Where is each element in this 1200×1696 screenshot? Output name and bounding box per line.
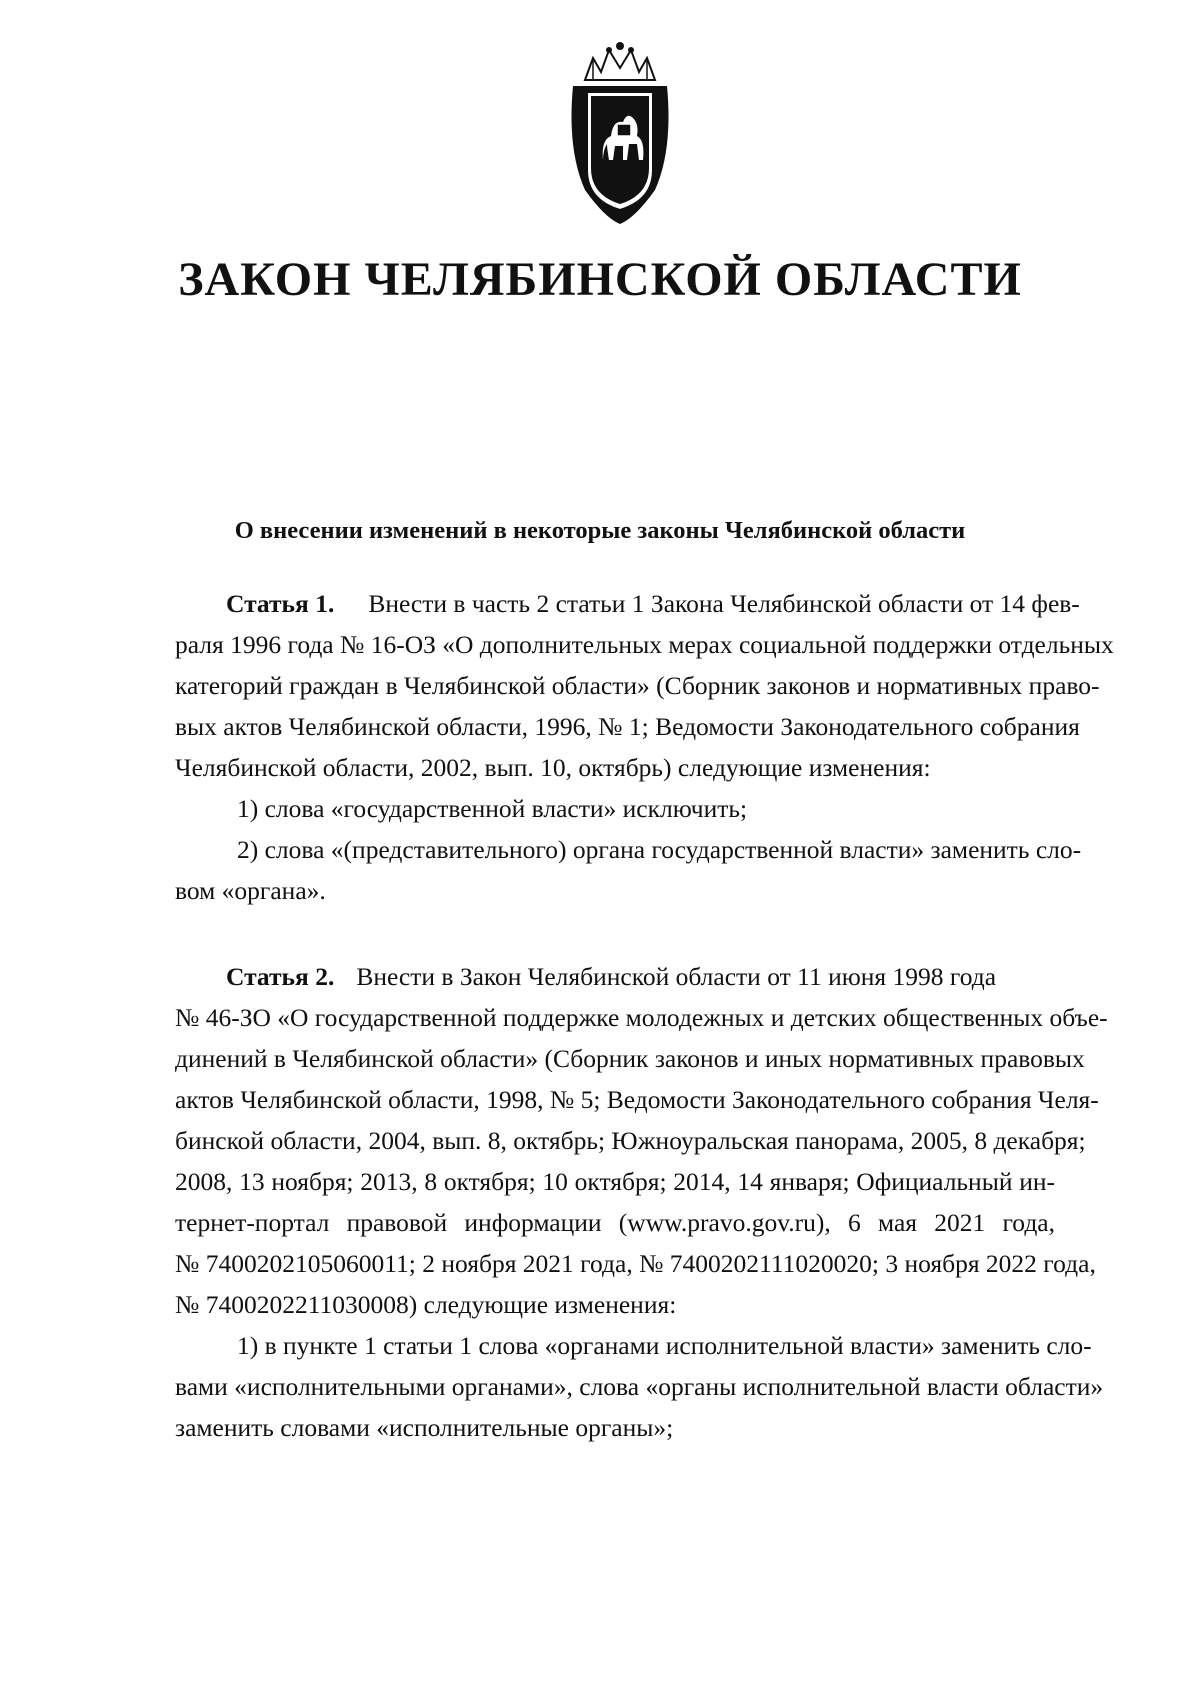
article-2-item: 1) в пункте 1 статьи 1 слова «органами исполнительной власти» заменить сло-: [237, 1331, 1092, 1360]
article-2-line: динений в Челябинской области» (Сборник законов и иных нормативных правовых: [175, 1044, 1085, 1073]
article-2-line: актов Челябинской области, 1998, № 5; Ведомости Законодательного собрания Челя-: [175, 1085, 1099, 1114]
article-2-line: № 7400202105060011; 2 ноября 2021 года, № 7400202111020020; 3 ноября 2022 года,: [175, 1249, 1096, 1278]
article-1-line: [175, 583, 1080, 624]
article-1-item: вом «органа».: [175, 876, 326, 905]
article-2-line: тернет-портал правовой информации (www.pravo.gov.ru), 6 мая 2021 года,: [175, 1208, 1055, 1237]
article-1-item: 2) слова «(представительного) органа государственной власти» заменить сло-: [237, 835, 1082, 864]
article-1-line: вых актов Челябинской области, 1996, № 1; Ведомости Законодательного собрания: [175, 712, 1080, 741]
article-2-label: Статья 2.: [226, 962, 335, 991]
article-2-item: заменить словами «исполнительные органы»;: [175, 1413, 674, 1442]
article-1-line: раля 1996 года № 16-ОЗ «О дополнительных мерах социальной поддержки отдельных: [175, 630, 1114, 659]
article-2: [175, 956, 1108, 1448]
article-1-item: 1) слова «государственной власти» исключить;: [237, 794, 748, 823]
article-2-line: бинской области, 2004, вып. 8, октябрь; Южноуральская панорама, 2005, 8 декабря;: [175, 1126, 1086, 1155]
article-2-line: № 46-ЗО «О государственной поддержке молодежных и детских общественных объе-: [175, 1003, 1108, 1032]
article-2-item: вами «исполнительными органами», слова «органы исполнительной власти области»: [175, 1372, 1104, 1401]
document-title: ЗАКОН ЧЕЛЯБИНСКОЙ ОБЛАСТИ: [178, 253, 1022, 306]
article-2-line: [175, 956, 1055, 997]
article-2-line: № 7400202211030008) следующие изменения:: [175, 1290, 677, 1319]
article-1-line: категорий граждан в Челябинской области» (Сборник законов и нормативных право-: [175, 671, 1100, 700]
article-1-text: Внести в часть 2 статьи 1 Закона Челябинской области от 14 фев-: [368, 589, 1080, 618]
document-subtitle: О внесении изменений в некоторые законы Челябинской области: [234, 517, 966, 544]
article-2-text: Внести в Закон Челябинской области от 11 июня 1998 года: [356, 962, 997, 991]
coat-of-arms-emblem: [565, 40, 675, 228]
article-1-label: Статья 1.: [226, 589, 335, 618]
article-1: [175, 583, 1114, 911]
article-1-line: Челябинской области, 2002, вып. 10, октябрь) следующие изменения:: [175, 753, 931, 782]
article-2-line: 2008, 13 ноября; 2013, 8 октября; 10 октября; 2014, 14 января; Официальный ин-: [175, 1167, 1055, 1196]
